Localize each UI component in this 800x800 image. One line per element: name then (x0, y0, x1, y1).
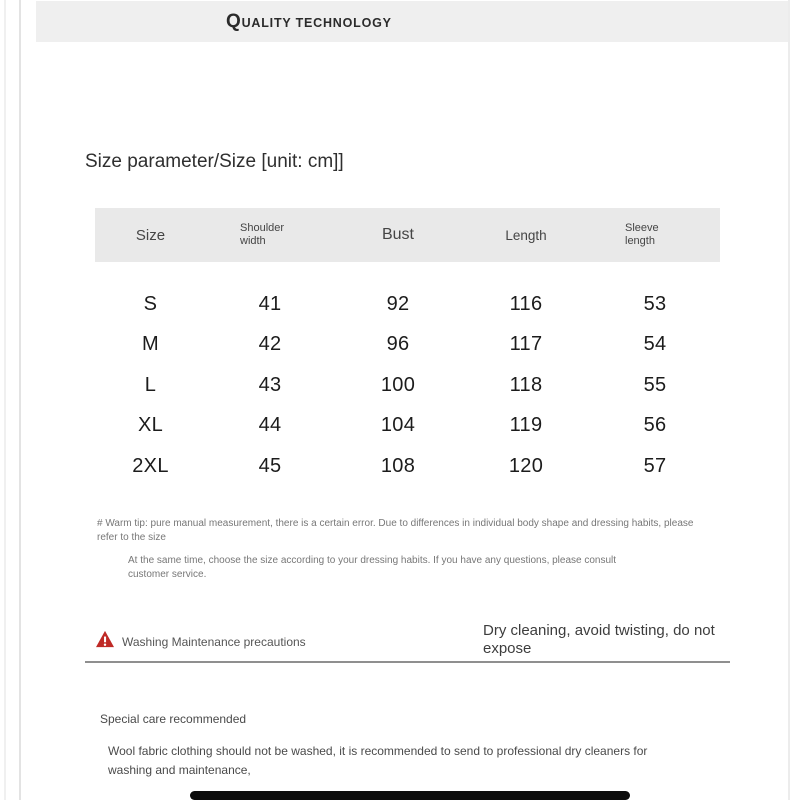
shoulder-cell: 41 (258, 292, 282, 315)
warm-tip-text: # Warm tip: pure manual measurement, there is a certain error. Due to differences in individual body shape and dressing habits, please refer to the size (97, 518, 694, 543)
size-table (95, 208, 720, 487)
size-cell: S (143, 292, 158, 315)
size-cell: M (142, 333, 159, 356)
bust-cell: 96 (386, 333, 410, 356)
bust-cell: 108 (380, 454, 416, 477)
length-cell: 117 (509, 333, 543, 356)
size-table-body (95, 284, 720, 487)
size-cell: L (144, 373, 157, 396)
column-header-length: Length (505, 227, 547, 243)
size-section-heading: Size parameter/Size [unit: cm]] (85, 151, 344, 172)
carousel-edge-line-left (19, 0, 21, 800)
table-row (95, 365, 720, 406)
size-table-header-row (95, 208, 720, 262)
sleeve-cell: 54 (643, 333, 667, 356)
sleeve-cell: 56 (643, 414, 667, 437)
length-cell: 116 (509, 292, 543, 315)
size-advice-text: At the same time, choose the size according to your dressing habits. If you have any questions, please consult customer service. (128, 555, 617, 580)
brand-title: QUALITY TECHNOLOGY (226, 11, 392, 32)
section-divider-line (85, 661, 730, 663)
sleeve-cell: 53 (643, 292, 667, 315)
size-cell: 2XL (132, 454, 169, 477)
washing-precautions-label: Washing Maintenance precautions (122, 635, 306, 649)
column-header-sleeve-length: Sleeve length (625, 221, 659, 247)
bust-cell: 100 (380, 373, 416, 396)
sleeve-cell: 55 (643, 373, 667, 396)
sleeve-cell: 57 (643, 454, 667, 477)
length-cell: 119 (509, 414, 543, 437)
shoulder-cell: 43 (258, 373, 282, 396)
column-header-bust: Bust (381, 226, 414, 243)
column-header-shoulder-width: Shoulder width (240, 221, 285, 247)
shoulder-cell: 45 (258, 454, 282, 477)
wool-care-note: Wool fabric clothing should not be washed, it is recommended to send to professional dry cleaners for washing and maintenance, (108, 744, 648, 778)
table-row (95, 325, 720, 366)
care-instruction-text: Dry cleaning, avoid twisting, do not expose (483, 622, 715, 657)
table-row (95, 284, 720, 325)
shoulder-cell: 42 (258, 333, 282, 356)
carousel-edge-line-right (788, 0, 790, 800)
shoulder-cell: 44 (258, 414, 282, 437)
brand-bar (36, 1, 788, 42)
warning-triangle-icon (95, 630, 115, 648)
size-cell: XL (137, 414, 164, 437)
special-care-subheading: Special care recommended (100, 712, 247, 726)
home-indicator-bar (190, 791, 630, 800)
bust-cell: 92 (386, 292, 410, 315)
table-row (95, 446, 720, 487)
column-header-size: Size (135, 226, 166, 244)
carousel-edge-line-outer (4, 0, 6, 800)
length-cell: 120 (508, 454, 544, 477)
table-row (95, 406, 720, 447)
length-cell: 118 (509, 373, 543, 396)
bust-cell: 104 (380, 414, 416, 437)
